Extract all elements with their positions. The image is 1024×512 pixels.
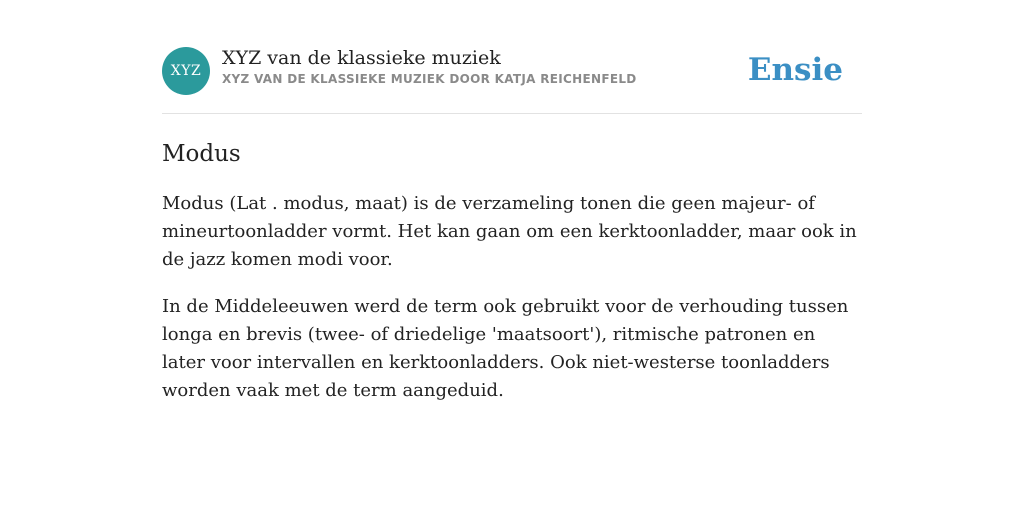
entry-header: [162, 0, 862, 114]
source-title-link[interactable]: XYZ van de klassieke muziek: [222, 47, 501, 69]
entry-paragraph: Modus (Lat . modus, maat) is de verzameling tonen die geen majeur- of mineurtoonladder vormt. Het kan gaan om een kerktoonladder, maar ook in de jazz komen modi voor.: [162, 193, 857, 270]
source-subtitle: XYZ VAN DE KLASSIEKE MUZIEK DOOR KATJA REICHENFELD: [222, 72, 637, 86]
entry-card: [162, 0, 862, 424]
entry-heading: Modus: [162, 141, 241, 167]
brand-logo[interactable]: Ensie: [747, 52, 843, 88]
source-titles: [222, 45, 637, 86]
source-avatar[interactable]: XYZ: [162, 47, 210, 95]
entry-content: [162, 114, 862, 405]
entry-paragraph: In de Middeleeuwen werd de term ook gebruikt voor de verhouding tussen longa en brevis (twee- of driedelige 'maatsoort'), ritmische patronen en later voor intervallen en kerktoonladders. Ook niet-westerse toonladders worden vaak met de term aangeduid.: [162, 296, 849, 401]
